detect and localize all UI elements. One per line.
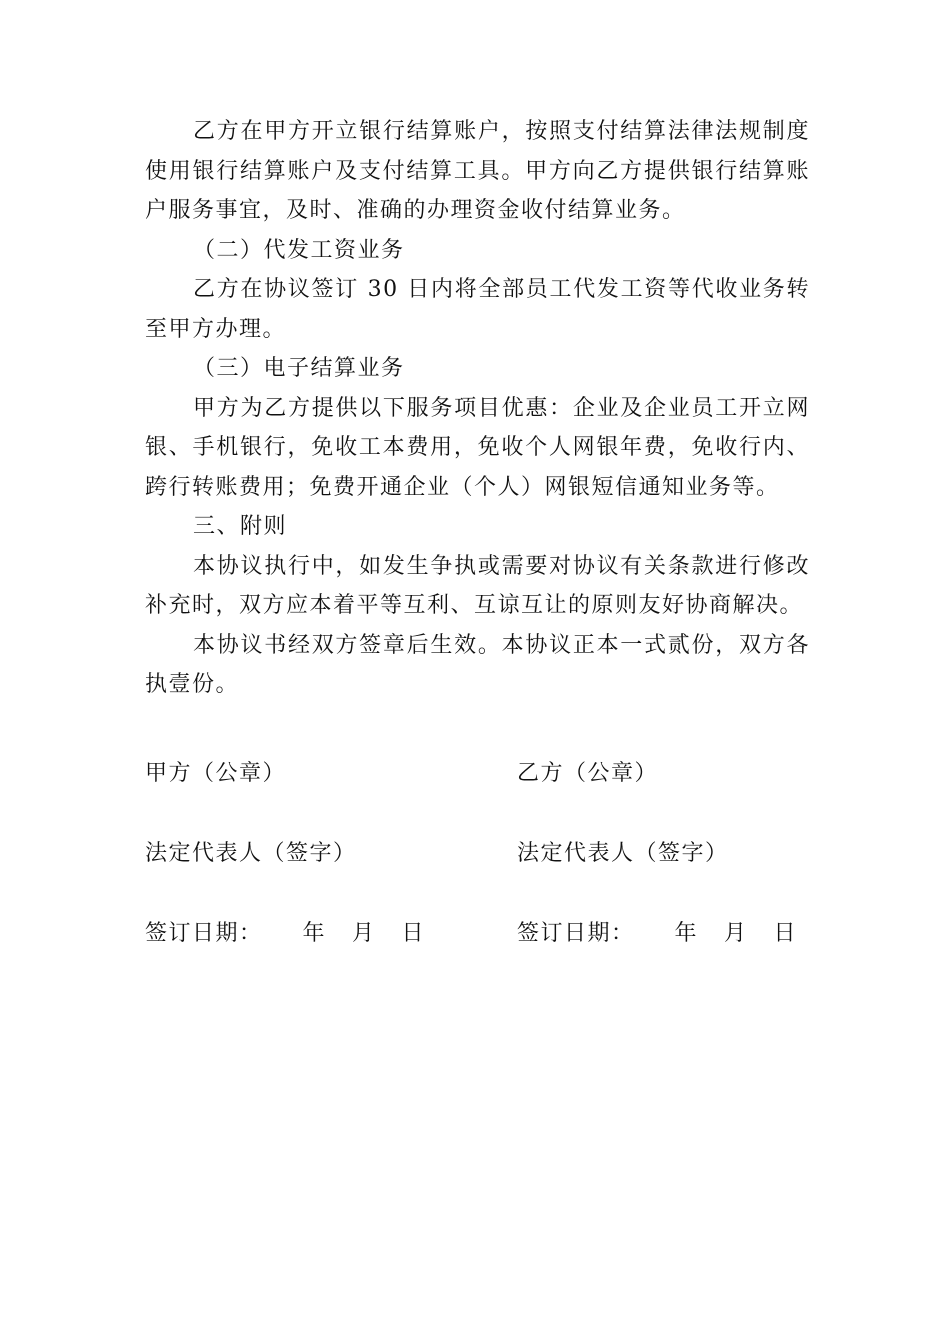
paragraph-effectiveness: 本协议书经双方签章后生效。本协议正本一式贰份，双方各执壹份。	[145, 632, 810, 697]
paragraph-dispute-resolution: 本协议执行中，如发生争执或需要对协议有关条款进行修改补充时，双方应本着平等互利、互谅互让的原则友好协商解决。	[145, 553, 810, 618]
day-label: 日	[401, 921, 426, 946]
day-label: 日	[773, 921, 798, 946]
paragraph-electronic-settlement: 甲方为乙方提供以下服务项目优惠：企业及企业员工开立网银、手机银行，免收工本费用，免收个人网银年费，免收行内、跨行转账费用；免费开通企业（个人）网银短信通知业务等。	[145, 395, 810, 500]
month-label: 月	[724, 921, 748, 946]
year-label: 年	[302, 921, 327, 946]
party-b-seal-label: 乙方（公章）	[517, 761, 659, 786]
month-label: 月	[352, 921, 376, 946]
signature-block	[145, 755, 810, 995]
party-a-signing-date	[145, 915, 425, 953]
party-b-signing-date	[517, 915, 797, 953]
document-body	[145, 112, 810, 705]
representative-row	[145, 835, 810, 915]
date-row	[145, 915, 810, 995]
party-a-seal-label: 甲方（公章）	[145, 761, 287, 786]
heading-electronic-settlement: （三）电子结算业务	[193, 356, 405, 381]
seal-row	[145, 755, 810, 835]
paragraph-settlement-account: 乙方在甲方开立银行结算账户，按照支付结算法律法规制度使用银行结算账户及支付结算工具。甲方向乙方提供银行结算账户服务事宜，及时、准确的办理资金收付结算业务。	[145, 119, 810, 223]
date-label: 签订日期：	[517, 921, 635, 946]
year-label: 年	[674, 921, 699, 946]
date-label: 签订日期：	[145, 921, 263, 946]
heading-supplementary-provisions: 三、附则	[193, 514, 288, 539]
party-b-representative-label: 法定代表人（签字）	[517, 841, 729, 866]
heading-payroll-service: （二）代发工资业务	[193, 237, 405, 263]
paragraph-payroll-service: 乙方在协议签订 30 日内将全部员工代发工资等代收业务转至甲方办理。	[145, 277, 810, 342]
party-a-representative-label: 法定代表人（签字）	[145, 841, 357, 866]
